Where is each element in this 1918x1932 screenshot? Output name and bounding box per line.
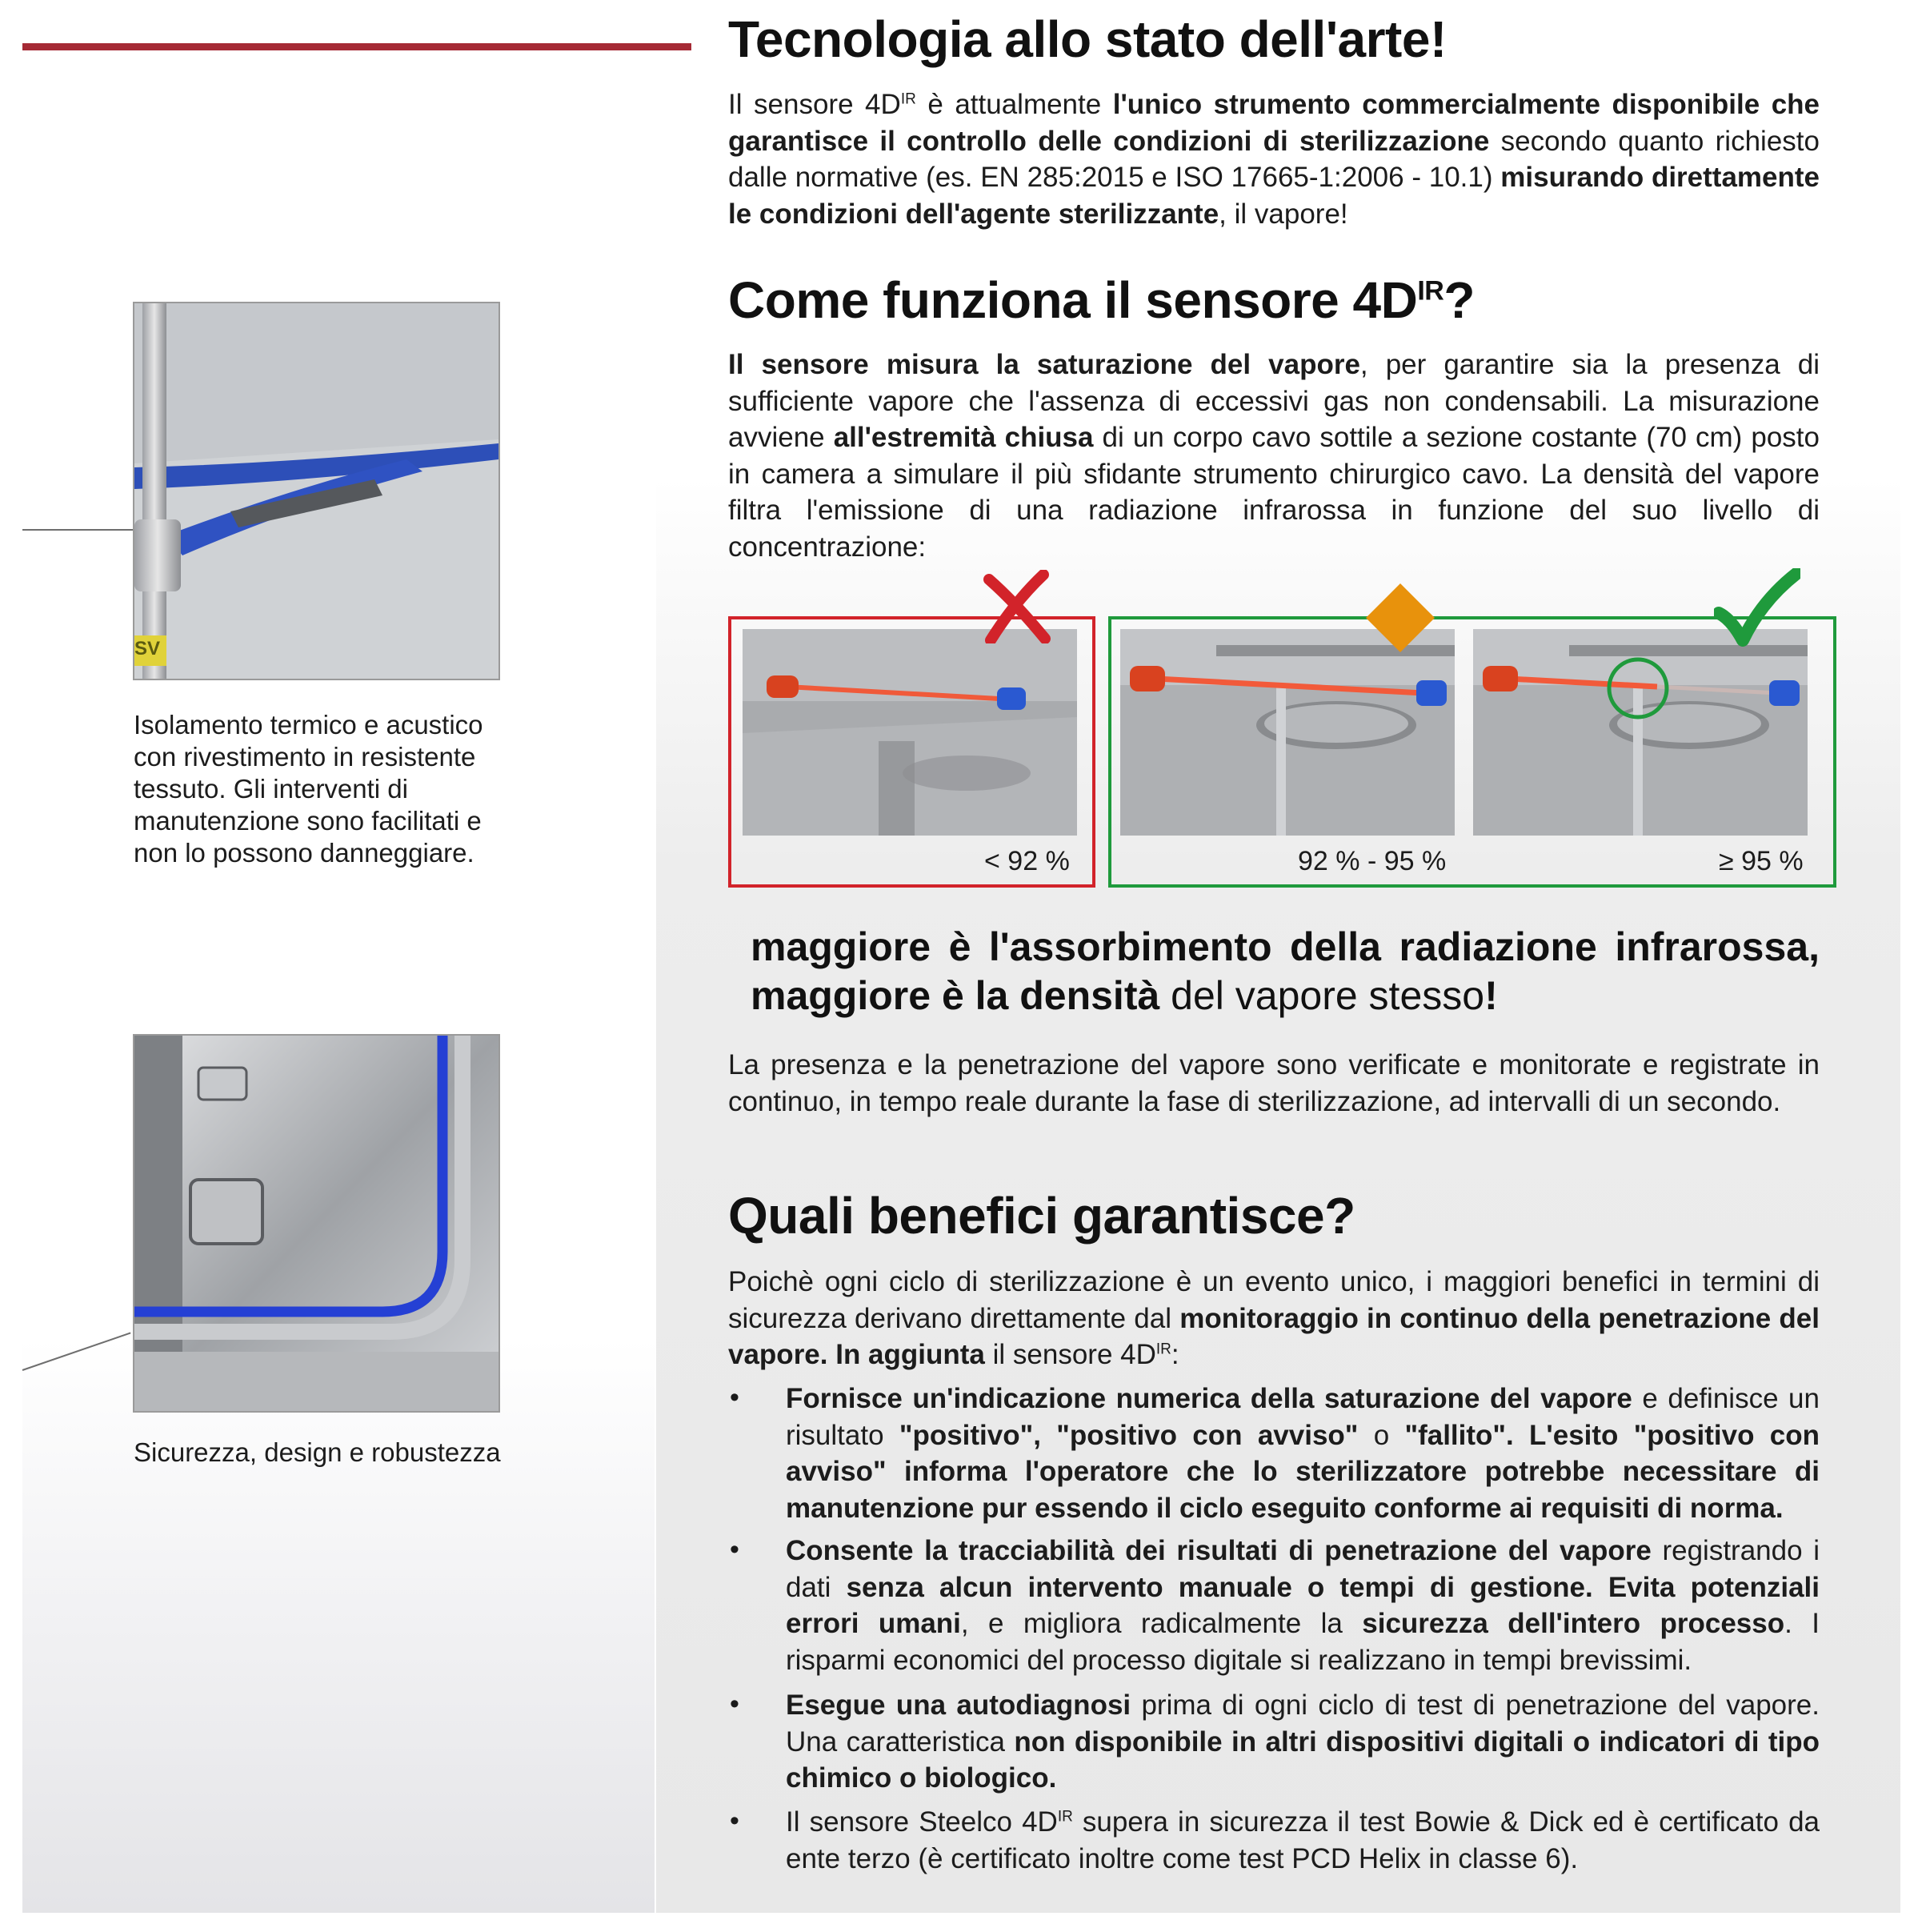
level-label-high: ≥ 95 % bbox=[1719, 846, 1804, 876]
absorption-statement: maggiore è l'assorbimento della radiazione infrarossa, maggiore è la densità del vapore stesso! bbox=[751, 924, 1820, 1018]
door-photo bbox=[133, 1034, 500, 1413]
sidebar-background bbox=[22, 0, 655, 1913]
section2-paragraph: Il sensore misura la saturazione del vapore, per garantire sia la presenza di sufficiente vapore che l'assenza di eccessivi gas non condensabili. La misurazione avviene all'estremità chiusa di un corpo cavo sottile a sezione costante (70 cm) posto in camera a simulare il più sfidante strumento chirurgico cavo. La densità del vapore filtra l'emissione di una radiazione infrarossa in funzione del suo livello di concentrazione: bbox=[728, 349, 1820, 563]
section1-title: Tecnologia allo stato dell'arte! bbox=[728, 10, 1447, 68]
level-label-low: < 92 % bbox=[984, 846, 1070, 876]
bullet-marker: • bbox=[730, 1382, 739, 1413]
benefit-item-2: Consente la tracciabilità dei risultati di penetrazione del vapore registrando i dati senza alcun intervento manuale o tempi di gestione. Evita potenziali errori umani, e migliora radicalmente la sicurezza dell'intero processo. I risparmi economici del processo digitale si realizzano in tempi brevissimi. bbox=[786, 1535, 1820, 1676]
cross-icon bbox=[983, 570, 1051, 643]
monitoring-paragraph: La presenza e la penetrazione del vapore sono verificate e monitorate e registrate in continuo, in tempo reale durante la fase di sterilizzazione, ad intervalli di un secondo. bbox=[728, 1049, 1820, 1117]
insulation-illustration bbox=[134, 303, 499, 679]
benefit-item-4: Il sensore Steelco $4D^{IR}$ supera in sicurezza il test Bowie & Dick ed è certificato da ente terzo (è certificato inoltre come test PCD Helix in classe 6). bbox=[786, 1806, 1820, 1874]
insulation-caption: Isolamento termico e acustico con rivestimento in resistente tessuto. Gli interventi di manutenzione sono facilitati e non lo possono danneggiare. bbox=[134, 710, 483, 868]
section3-title: Quali benefici garantisce? bbox=[728, 1187, 1355, 1245]
bullet-marker: • bbox=[730, 1534, 739, 1565]
tube-illustration bbox=[1473, 629, 1808, 836]
section2-title: Come funziona il sensore $4D^{IR}$? bbox=[728, 271, 1475, 329]
door-caption: Sicurezza, design e robustezza bbox=[134, 1437, 501, 1467]
section1-paragraph: Il sensore $4D^{IR}$ è attualmente l'unico strumento commercialmente disponibile che garantisce il controllo delle condizioni di sterilizzazione secondo quanto richiesto dalle normative (es. EN 285:2015 e ISO 17665-1:2006 - 10.1) misurando direttamente le condizioni dell'agente sterilizzante, il vapore! bbox=[728, 89, 1820, 230]
tube-illustration bbox=[1120, 629, 1455, 836]
tube-illustration bbox=[743, 629, 1077, 836]
bullet-marker: • bbox=[730, 1689, 739, 1719]
tube-panel-high bbox=[1473, 629, 1808, 836]
photo-tag-label: SV bbox=[134, 638, 161, 659]
insulation-photo bbox=[133, 302, 500, 680]
diamond-icon bbox=[1364, 582, 1436, 654]
check-icon bbox=[1714, 568, 1800, 647]
door-illustration bbox=[134, 1036, 499, 1411]
benefit-item-3: Esegue una autodiagnosi prima di ogni ciclo di test di penetrazione del vapore. Una caratteristica non disponibile in altri dispositivi digitali o indicatori di tipo chimico o biologico. bbox=[786, 1689, 1820, 1794]
benefit-item-1: Fornisce un'indicazione numerica della saturazione del vapore e definisce un risultato "positivo", "positivo con avviso" o "fallito". L'esito "positivo con avviso" informa l'operatore che lo sterilizzatore potrebbe necessitare di manutenzione pur essendo il ciclo eseguito conforme ai requisiti di norma. bbox=[786, 1383, 1820, 1524]
connector-line bbox=[22, 529, 133, 531]
top-rule bbox=[22, 43, 691, 50]
tube-panel-low bbox=[743, 629, 1077, 836]
tube-panel-mid bbox=[1120, 629, 1455, 836]
level-label-mid: 92 % - 95 % bbox=[1298, 846, 1447, 876]
bullet-marker: • bbox=[730, 1806, 739, 1836]
section3-paragraph: Poichè ogni ciclo di sterilizzazione è un evento unico, i maggiori benefici in termini di sicurezza derivano direttamente dal monitoraggio in continuo della penetrazione del vapore. In aggiunta il sensore $4D^{IR}$: bbox=[728, 1266, 1820, 1370]
